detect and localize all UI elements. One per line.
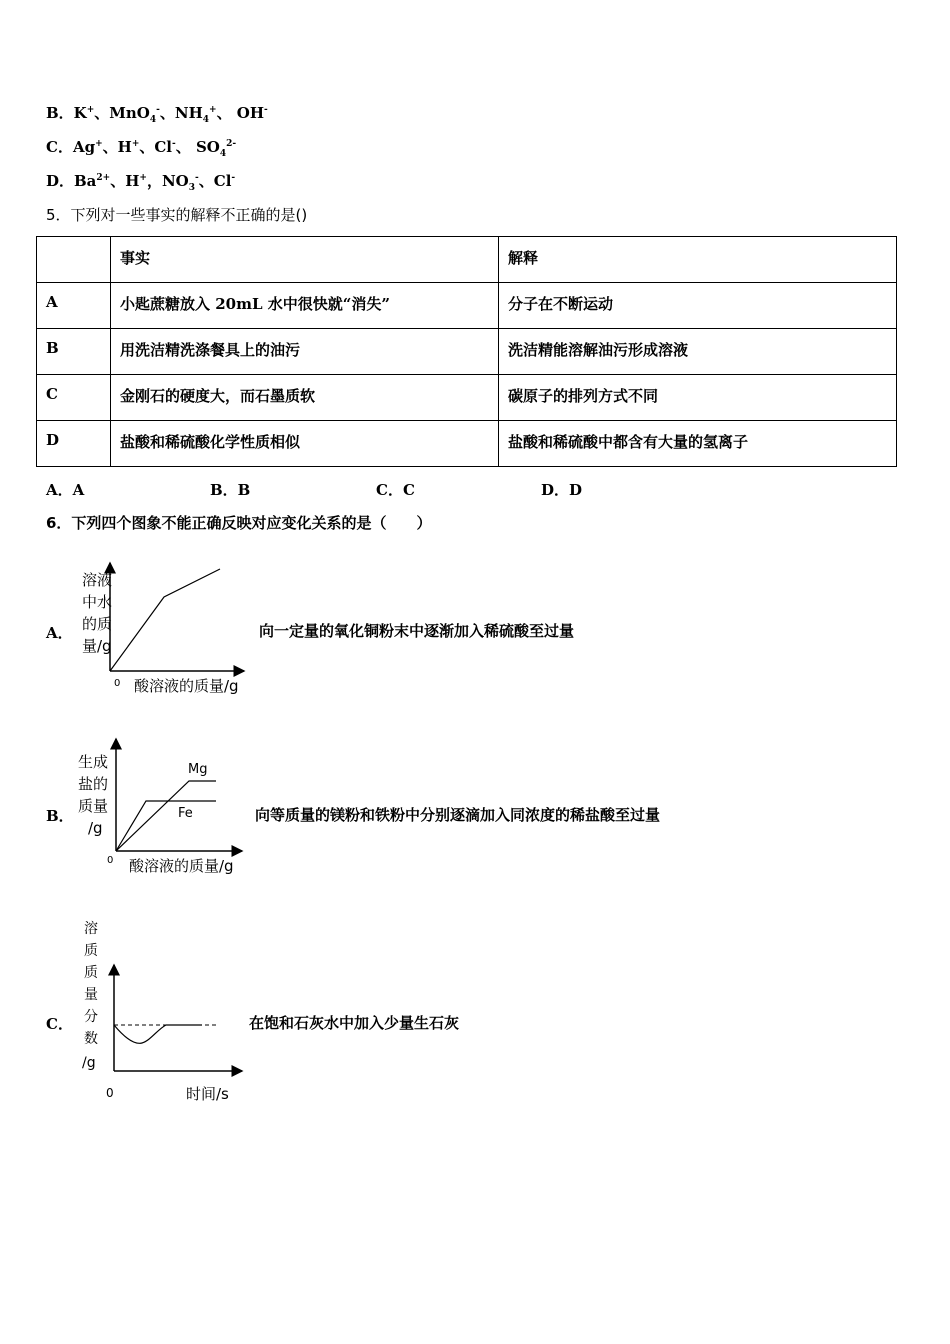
water-mass-line bbox=[110, 569, 220, 671]
fe-series-label: Fe bbox=[178, 806, 193, 821]
x-axis-label: 酸溶液的质量/g bbox=[134, 677, 239, 695]
y-axis-label: 溶液 bbox=[82, 571, 113, 589]
y-axis-label: 的质 bbox=[82, 615, 113, 633]
mg-line bbox=[116, 781, 216, 851]
question-6-stem: 6．下列四个图象不能正确反映对应变化关系的是（ ） bbox=[46, 514, 432, 532]
answer-option-b[interactable]: B．B bbox=[210, 481, 251, 499]
option-d-q4: D．$Ba^{2+}$、H+，$NO_3^-$、Cl- bbox=[46, 172, 236, 193]
facts-table bbox=[36, 236, 897, 467]
graph-b bbox=[74, 733, 254, 878]
origin-label: 0 bbox=[106, 1086, 114, 1100]
origin-label: 0 bbox=[114, 678, 121, 689]
origin-label: 0 bbox=[107, 855, 114, 866]
y-axis-label: 量 bbox=[84, 987, 98, 1003]
y-axis-label: 量/g bbox=[82, 637, 112, 655]
answer-option-c[interactable]: C．C bbox=[376, 481, 415, 499]
table-cell: 洗洁精能溶解油污形成溶液 bbox=[499, 329, 897, 375]
y-axis-label: 质量 bbox=[78, 797, 109, 815]
table-header-explanation: 解释 bbox=[499, 237, 897, 283]
y-axis-label: 生成 bbox=[78, 753, 109, 771]
option-c-label[interactable]: C． bbox=[46, 1015, 73, 1033]
option-b-label[interactable]: B． bbox=[46, 807, 74, 825]
option-c-q4: C．Ag+、H+、Cl-、 $SO_4^{2-}$ bbox=[46, 138, 237, 159]
table-header-fact: 事实 bbox=[111, 237, 499, 283]
table-cell: 金刚石的硬度大，而石墨质软 bbox=[111, 375, 499, 421]
graph-a bbox=[74, 555, 254, 705]
table-cell: A bbox=[37, 283, 111, 329]
question-5-stem: 5．下列对一些事实的解释不正确的是() bbox=[46, 206, 308, 224]
option-a-description: 向一定量的氧化铜粉末中逐渐加入稀硫酸至过量 bbox=[259, 622, 575, 640]
answer-option-a[interactable]: A．A bbox=[46, 481, 85, 499]
table-cell bbox=[37, 237, 111, 283]
table-cell: B bbox=[37, 329, 111, 375]
table-cell: 碳原子的排列方式不同 bbox=[499, 375, 897, 421]
table-row bbox=[37, 329, 897, 375]
answer-option-d[interactable]: D．D bbox=[541, 481, 583, 499]
y-axis-label: 质 bbox=[84, 943, 98, 959]
table-cell: D bbox=[37, 421, 111, 467]
option-a-label[interactable]: A． bbox=[46, 624, 73, 642]
solute-fraction-curve bbox=[114, 1025, 202, 1043]
table-row bbox=[37, 375, 897, 421]
y-axis-label: /g bbox=[82, 1055, 96, 1071]
x-axis-label: 酸溶液的质量/g bbox=[129, 857, 234, 875]
table-cell: 用洗洁精洗涤餐具上的油污 bbox=[111, 329, 499, 375]
option-b-q4: B．K+、MnO$_4$-、$NH_4^+$、 OH- bbox=[46, 104, 268, 125]
y-axis-label: 分 bbox=[84, 1009, 98, 1025]
y-axis-label: 溶 bbox=[84, 921, 98, 937]
y-axis-label: 盐的 bbox=[78, 775, 109, 793]
table-cell: 分子在不断运动 bbox=[499, 283, 897, 329]
table-header-row bbox=[37, 237, 897, 283]
option-b-description: 向等质量的镁粉和铁粉中分别逐滴加入同浓度的稀盐酸至过量 bbox=[255, 806, 661, 824]
table-row bbox=[37, 283, 897, 329]
y-axis-label: 质 bbox=[84, 965, 98, 981]
table-cell: 小匙蔗糖放入 20mL 水中很快就“消失” bbox=[111, 283, 499, 329]
graph-c bbox=[74, 915, 254, 1105]
x-axis-label: 时间/s bbox=[186, 1085, 229, 1103]
y-axis-label: /g bbox=[88, 819, 103, 837]
mg-series-label: Mg bbox=[188, 762, 208, 777]
table-row bbox=[37, 421, 897, 467]
table-cell: 盐酸和稀硫酸化学性质相似 bbox=[111, 421, 499, 467]
table-cell: C bbox=[37, 375, 111, 421]
fe-line bbox=[116, 801, 216, 851]
table-cell: 盐酸和稀硫酸中都含有大量的氢离子 bbox=[499, 421, 897, 467]
option-c-description: 在饱和石灰水中加入少量生石灰 bbox=[249, 1014, 460, 1032]
y-axis-label: 数 bbox=[84, 1031, 98, 1047]
y-axis-label: 中水 bbox=[82, 593, 113, 611]
